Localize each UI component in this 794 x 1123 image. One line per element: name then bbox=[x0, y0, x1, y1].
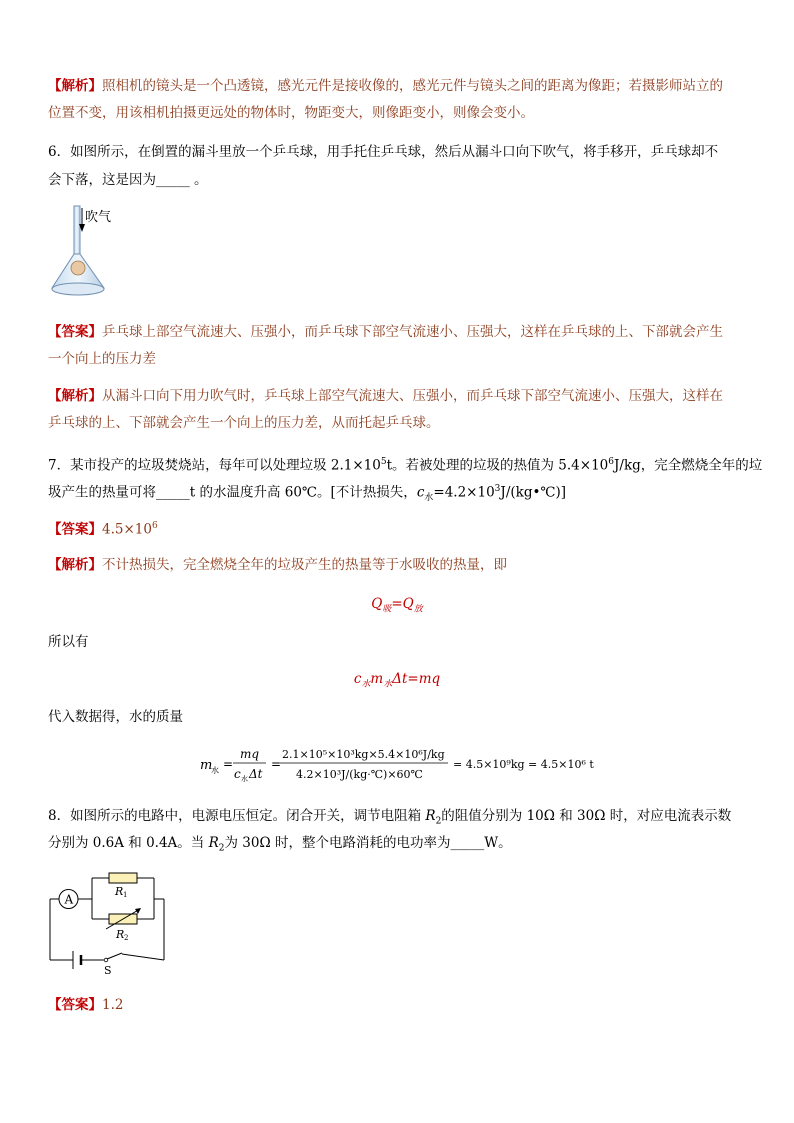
q7-text-f: J/(kg•℃)] bbox=[500, 484, 567, 501]
q7-exp-1: 5 bbox=[380, 457, 387, 467]
q7-text-e: =4.2×10 bbox=[433, 484, 495, 501]
equation-heat-formula bbox=[0, 669, 794, 695]
answer-tag: 【答案】 bbox=[48, 997, 102, 1013]
eq3-m-sub: 水 bbox=[211, 766, 219, 775]
q7-text-d: 圾产生的热量可将_____t 的水温度升高 60℃。[不计热损失， bbox=[48, 484, 417, 501]
funnel-figure bbox=[48, 202, 128, 304]
q7-analysis-line-1 bbox=[48, 555, 748, 575]
q7-so-text: 所以有 bbox=[48, 634, 89, 650]
q7-text-b: t。若被处理的垃圾的热值为 5.4×10 bbox=[386, 457, 609, 474]
q6-question-line-2: 会下落，这是因为_____ 。 bbox=[48, 172, 208, 188]
svg-text:=: = bbox=[223, 757, 234, 771]
eq3-frac1-num: mq bbox=[240, 747, 260, 761]
answer-base: 4.5×10 bbox=[102, 521, 152, 538]
circuit-diagram bbox=[46, 866, 170, 976]
eq3-result: = 4.5×10⁹kg = 4.5×10⁶ t bbox=[453, 758, 594, 771]
q8-r-symbol-2: R bbox=[208, 835, 219, 851]
r2-label: R bbox=[116, 928, 125, 941]
q7-c-sub: 水 bbox=[424, 493, 434, 504]
q8-r-sub-2: 2 bbox=[218, 843, 225, 854]
analysis-text: 照相机的镜头是一个凸透镜，感光元件是接收像的，感光元件与镜头之间的距离为像距；若摄影师站立的 bbox=[102, 78, 723, 94]
q7-answer bbox=[48, 516, 748, 540]
eq1-sub-absorb: 吸 bbox=[382, 604, 392, 615]
ping-pong-ball-icon bbox=[71, 261, 85, 275]
answer-tag: 【答案】 bbox=[48, 521, 102, 538]
eq3-m: m bbox=[200, 758, 213, 773]
ammeter-label: A bbox=[64, 892, 74, 907]
q7-exp-2: 6 bbox=[608, 457, 614, 467]
eq2-m: m bbox=[370, 671, 384, 687]
eq3-frac2-den: 4.2×10³J/(kg·℃)×60℃ bbox=[296, 768, 423, 781]
q6-question-line-1: 6．如图所示，在倒置的漏斗里放一个乒乓球，用手托住乒乓球，然后从漏斗口向下吹气，将手移开，乒乓球却不 bbox=[48, 144, 719, 160]
svg-text:=: = bbox=[271, 757, 282, 771]
q8-question-line-2 bbox=[48, 833, 748, 859]
q8-r-sub: 2 bbox=[435, 816, 442, 827]
q8-text-c: 分别为 0.6A 和 0.4A。当 bbox=[48, 835, 209, 851]
q7-exp-3: 3 bbox=[494, 484, 501, 494]
analysis-tag: 【解析】 bbox=[48, 78, 102, 94]
q7-substitute-text: 代入数据得，水的质量 bbox=[48, 709, 183, 725]
battery-icon bbox=[73, 951, 81, 969]
equation-water-mass bbox=[196, 742, 616, 786]
eq1-q: Q bbox=[371, 596, 383, 612]
q7-text-c: J/kg，完全燃烧全年的垃 bbox=[614, 457, 763, 474]
equation-heat-balance bbox=[0, 594, 794, 620]
ammeter-icon bbox=[59, 890, 78, 909]
eq1-sub-release: 放 bbox=[413, 604, 423, 615]
answer-text: 乒乓球上部空气流速大、压强小，而乒乓球下部空气流速小、压强大，这样在乒乓球的上、下部就会产生 bbox=[102, 324, 723, 340]
q6-answer-line-2: 一个向上的压力差 bbox=[48, 351, 156, 367]
eq3-frac2-num: 2.1×10⁵×10³kg×5.4×10⁶J/kg bbox=[282, 748, 445, 761]
q6-analysis-line-2: 乒乓球的上、下部就会产生一个向上的压力差，从而托起乒乓球。 bbox=[48, 415, 440, 431]
q8-text-b: 的阻值分别为 10Ω 和 30Ω 时，对应电流表示数 bbox=[441, 808, 732, 824]
r1-label: R bbox=[115, 885, 124, 898]
answer-tag: 【答案】 bbox=[48, 324, 102, 340]
q5-analysis-line-1 bbox=[48, 76, 748, 96]
analysis-text: 从漏斗口向下用力吹气时，乒乓球上部空气流速大、压强小，而乒乓球下部空气流速小、压强大，这样在 bbox=[102, 388, 723, 404]
q5-analysis-line-2: 位置不变，用该相机拍摄更远处的物体时，物距变大，则像距变小，则像会变小。 bbox=[48, 105, 534, 121]
switch-icon bbox=[104, 953, 122, 962]
answer-exp: 6 bbox=[151, 521, 158, 531]
q8-answer bbox=[48, 995, 748, 1015]
eq3-frac1-den-dt: Δt bbox=[249, 767, 263, 781]
eq3-frac1-den-sub: 水 bbox=[241, 775, 248, 783]
eq2-rest: Δt=mq bbox=[392, 671, 441, 687]
q6-answer-line-1 bbox=[48, 322, 748, 342]
eq2-c: c bbox=[353, 671, 362, 687]
figure-label-blow: 吹气 bbox=[85, 210, 112, 225]
analysis-tag: 【解析】 bbox=[48, 557, 102, 573]
analysis-text: 不计热损失，完全燃烧全年的垃圾产生的热量等于水吸收的热量，即 bbox=[102, 557, 507, 573]
analysis-tag: 【解析】 bbox=[48, 388, 102, 404]
eq2-sub-1: 水 bbox=[361, 679, 371, 690]
r2-sub: 2 bbox=[124, 934, 129, 942]
switch-label: S bbox=[104, 964, 112, 976]
q7-c-symbol: c bbox=[416, 484, 425, 501]
q6-analysis-line-1 bbox=[48, 386, 748, 406]
q8-text-d: 为 30Ω 时，整个电路消耗的电功率为_____W。 bbox=[224, 835, 512, 851]
eq1-q2: =Q bbox=[391, 596, 414, 612]
variable-resistor-r2-icon bbox=[106, 908, 141, 929]
q7-question-line-1 bbox=[48, 452, 763, 476]
q7-question-line-2 bbox=[48, 479, 748, 508]
q8-question-line-1 bbox=[48, 806, 748, 832]
q8-r-symbol: R bbox=[425, 808, 436, 824]
q8-text-a: 8．如图所示的电路中，电源电压恒定。闭合开关，调节电阻箱 bbox=[48, 808, 426, 824]
r1-sub: 1 bbox=[123, 891, 128, 899]
resistor-r1-icon bbox=[109, 873, 137, 883]
eq3-frac1-den-c: c bbox=[234, 767, 241, 781]
q7-text-a: 7．某市投产的垃圾焚烧站，每年可以处理垃圾 2.1×10 bbox=[48, 457, 381, 474]
answer-value: 1.2 bbox=[102, 997, 124, 1013]
eq2-sub-2: 水 bbox=[383, 679, 393, 690]
